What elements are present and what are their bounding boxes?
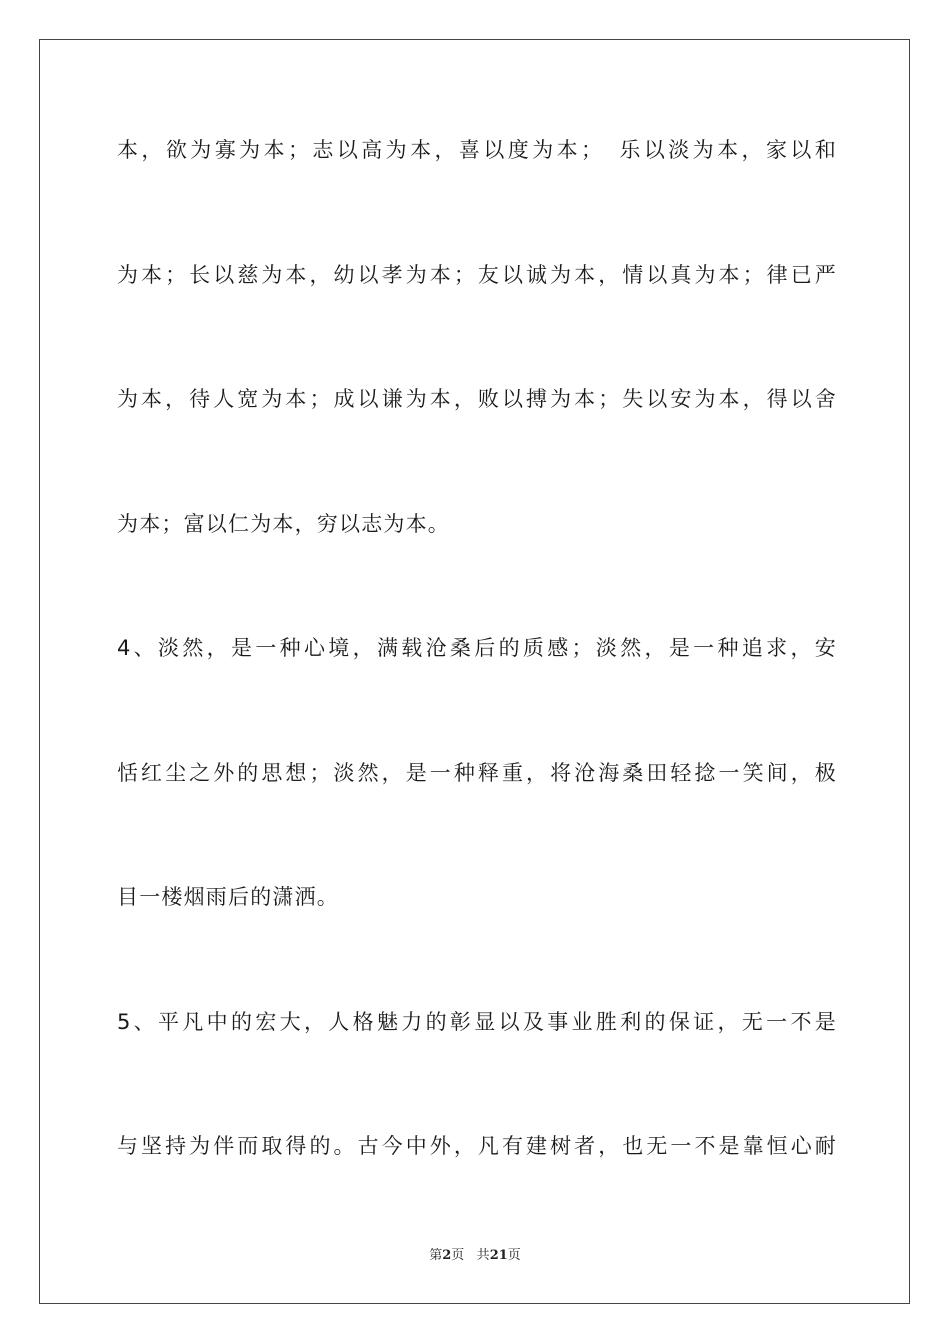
text-line: 为本，待人宽为本；成以谦为本，败以搏为本；失以安为本，得以舍 <box>117 387 837 411</box>
footer-total-pages: 21 <box>489 1248 508 1263</box>
text-line: 恬红尘之外的思想；淡然，是一种释重，将沧海桑田轻捻一笑间，极 <box>117 761 837 785</box>
footer-page-suffix: 页 <box>451 1248 465 1263</box>
text-line: 目一楼烟雨后的潇洒。 <box>117 885 339 909</box>
footer-page-number: 2 <box>442 1248 452 1263</box>
text-line: 4、淡然，是一种心境，满载沧桑后的质感；淡然，是一种追求，安 <box>117 636 837 660</box>
footer-page-prefix: 第 <box>429 1248 443 1263</box>
footer-total-suffix: 页 <box>507 1248 521 1263</box>
text-line: 与坚持为伴而取得的。古今中外，凡有建树者，也无一不是靠恒心耐 <box>117 1134 837 1158</box>
text-line: 为本；长以慈为本，幼以孝为本；友以诚为本，情以真为本；律已严 <box>117 263 837 287</box>
footer-total-prefix: 共 <box>476 1248 490 1263</box>
text-line: 5、平凡中的宏大，人格魅力的彰显以及事业胜利的保证，无一不是 <box>117 1010 837 1034</box>
page-border <box>39 39 910 1304</box>
text-line: 本，欲为寡为本；志以高为本，喜以度为本； 乐以淡为本，家以和 <box>117 138 837 162</box>
text-line: 为本；富以仁为本，穷以志为本。 <box>117 512 450 536</box>
page-footer <box>0 1248 950 1264</box>
